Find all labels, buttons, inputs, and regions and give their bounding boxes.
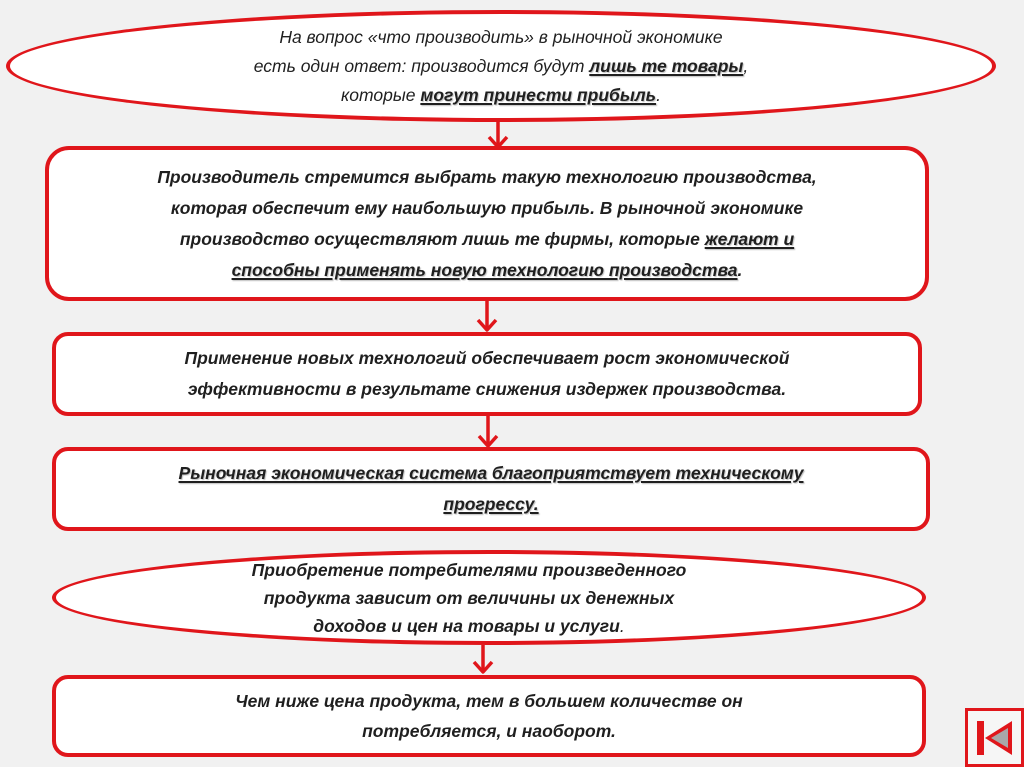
question-ellipse	[6, 10, 996, 122]
consumer-income-ellipse	[52, 550, 926, 645]
consumer-line-1: Приобретение потребителями произведенного	[251, 559, 687, 580]
producer-technology-text	[157, 162, 816, 286]
market-progress-text	[179, 458, 804, 520]
technology-line-1: Применение новых технологий обеспечивает рост экономической	[184, 348, 790, 368]
question-highlight-goods: лишь те товары	[589, 55, 744, 76]
progress-line-1: Рыночная экономическая система благоприятствует техническому	[178, 463, 804, 483]
price-line-2: потребляется, и наоборот.	[362, 721, 616, 741]
producer-line-2: которая обеспечит ему наибольшую прибыль. В рыночной экономике	[170, 197, 804, 218]
question-highlight-profit: могут принести прибыль	[420, 84, 657, 105]
skip-to-first-icon	[968, 711, 1021, 764]
new-technology-text	[184, 343, 789, 405]
consumer-line-3: доходов и цен на товары и услуги.	[313, 615, 625, 636]
producer-line-1: Производитель стремится выбрать такую технологию производства,	[157, 166, 817, 187]
producer-highlight-able: способны применять новую технологию производства	[231, 259, 738, 280]
flow-arrow-2	[472, 301, 502, 333]
price-quantity-box	[52, 675, 926, 757]
flow-arrow-3	[473, 416, 503, 449]
question-ellipse-text	[254, 23, 748, 110]
flow-arrow-4	[468, 645, 498, 675]
price-line-1: Чем ниже цена продукта, тем в большем количестве он	[235, 691, 743, 711]
market-progress-box	[52, 447, 930, 531]
consumer-income-text	[252, 556, 687, 640]
first-slide-button[interactable]	[965, 708, 1024, 767]
price-quantity-text	[235, 686, 742, 746]
producer-line-3: производство осуществляют лишь те фирмы, которые желают и	[179, 228, 795, 249]
new-technology-box	[52, 332, 922, 416]
question-line-3: которые могут принести прибыль.	[341, 84, 661, 105]
technology-line-2: эффективности в результате снижения издержек производства.	[187, 379, 787, 399]
producer-technology-box	[45, 146, 929, 301]
question-line-1: На вопрос «что производить» в рыночной экономике	[279, 26, 723, 47]
question-line-2: есть один ответ: производится будут лишь те товары,	[253, 55, 749, 76]
progress-line-2: прогрессу.	[443, 494, 539, 514]
consumer-line-2: продукта зависит от величины их денежных	[263, 587, 675, 608]
producer-highlight-willing: желают и	[704, 228, 795, 249]
producer-line-4: способны применять новую технологию производства.	[231, 259, 743, 280]
